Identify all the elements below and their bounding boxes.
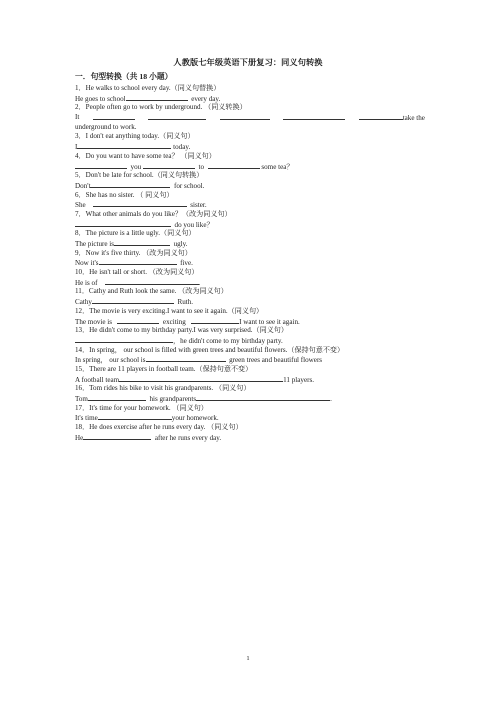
answer-text: every day. <box>191 94 221 103</box>
answer-line-2 <box>75 113 425 123</box>
answer-text: The movie is <box>75 317 113 326</box>
answer-blank[interactable] <box>196 394 330 401</box>
answer-blank[interactable] <box>75 336 173 343</box>
question-8: 8．The picture is a little ugly.（同义句） <box>75 229 196 238</box>
answer-line-15 <box>75 375 425 385</box>
answer-text: sister. <box>190 201 207 210</box>
answer-text: He goes to school <box>75 94 126 103</box>
answer-blank[interactable] <box>105 278 199 285</box>
question-2: 2．People often go to work by underground. （同义转换） <box>75 103 247 112</box>
question-11: 11．Cathy and Ruth look the same. （改为同义句） <box>75 287 228 296</box>
answer-text: The picture is <box>75 240 115 248</box>
answer-blank[interactable] <box>93 200 187 207</box>
answer-text: to <box>198 162 205 171</box>
answer-text: ，he didn't come to my birthday party. <box>173 336 283 345</box>
answer-line-7 <box>75 220 425 230</box>
answer-blank[interactable] <box>114 239 170 246</box>
answer-blank[interactable] <box>126 94 188 101</box>
answer-blank[interactable] <box>191 317 239 324</box>
question-9: 9．Now it's five thirty. （改为同义句） <box>75 248 192 257</box>
answer-text: In spring， our school is <box>75 356 146 365</box>
answer-blank[interactable] <box>92 297 174 304</box>
question-1: 1．He walks to school every day.（同义句替换） <box>75 84 221 92</box>
answer-text: I <box>75 143 78 152</box>
question-7: 7．What other animals do you like？（改为同义句） <box>75 209 232 218</box>
question-4: 4．Do you want to have some tea？ （同义句） <box>75 151 216 160</box>
answer-line-1 <box>75 94 425 104</box>
answer-text: after he runs every day. <box>154 433 222 442</box>
answer-line-16 <box>75 394 425 404</box>
answer-line-8 <box>75 239 425 249</box>
answer-blank[interactable] <box>143 162 195 169</box>
question-3: 3．I don't eat anything today.（同义句） <box>75 132 195 141</box>
answer-blank[interactable] <box>148 113 206 120</box>
answer-text: Cathy <box>75 298 92 307</box>
answer-text: He <box>75 433 84 442</box>
answer-text: your homework. <box>171 414 219 423</box>
answer-blank[interactable] <box>75 162 127 169</box>
question-10: 10．He isn't tall or short. （改为同义句） <box>75 268 199 277</box>
answer-blank[interactable] <box>88 394 146 401</box>
answer-line-18 <box>75 433 425 443</box>
question-13: 13．He didn't come to my birthday party.I was very surprised.（同义句） <box>75 326 288 335</box>
answer-blank[interactable] <box>283 113 345 120</box>
answer-text: some tea？ <box>261 162 294 171</box>
answer-blank[interactable] <box>359 113 403 120</box>
answer-blank[interactable] <box>117 317 159 324</box>
question-14: 14．In spring， our school is filled with green trees and beautiful flowers.（保持句意不变） <box>75 345 345 354</box>
answer-text: exciting <box>162 317 186 326</box>
question-12: 12．The movie is very exciting.I want to see it again.（同义句） <box>75 306 264 315</box>
answer-blank[interactable] <box>119 375 283 382</box>
answer-text: five. <box>180 259 193 268</box>
question-6: 6．She has no sister. （ 同义句） <box>75 190 174 199</box>
answer-text: Don't <box>75 181 91 190</box>
answer-line-13 <box>75 336 425 346</box>
answer-blank[interactable] <box>99 258 177 265</box>
answer-text: 11 players. <box>283 375 315 384</box>
answer-line-17 <box>75 413 425 423</box>
answer-text: I want to see it again. <box>239 317 300 326</box>
answer-line-11 <box>75 297 425 307</box>
answer-text: He is of <box>75 278 98 287</box>
question-list <box>75 84 425 442</box>
answer-text: Now it's <box>75 259 99 268</box>
answer-line-9 <box>75 258 425 268</box>
question-17: 17．It's time for your homework. （同义句） <box>75 403 208 412</box>
answer-text: today. <box>173 143 191 152</box>
answer-line-12 <box>75 317 425 327</box>
answer-text: . <box>198 278 201 287</box>
answer-blank[interactable] <box>93 113 135 120</box>
answer-line-10 <box>75 278 425 288</box>
page-number: 1 <box>246 655 250 662</box>
answer-text: She <box>75 201 86 210</box>
answer-text: green trees and beautiful flowers <box>229 356 323 365</box>
answer-text: ugly. <box>173 240 188 248</box>
page-title: 人教版七年级英语下册复习：同义句转换 <box>173 58 323 67</box>
answer-blank[interactable] <box>90 181 170 188</box>
answer-text: Ruth. <box>177 298 194 307</box>
question-16: 16．Tom rides his bike to visit his grandparents. （同义句） <box>75 384 251 393</box>
answer-line-2-cont: underground to work. <box>75 122 137 131</box>
answer-blank[interactable] <box>208 162 260 169</box>
answer-blank[interactable] <box>75 220 171 227</box>
answer-text: his grandparents <box>149 395 197 403</box>
answer-line-3 <box>75 142 425 152</box>
answer-line-14 <box>75 355 425 365</box>
answer-text: Tom <box>75 395 88 403</box>
question-15: 15．There are 11 players in football team.（保持句意不变） <box>75 364 253 373</box>
answer-line-4 <box>75 162 425 172</box>
answer-blank[interactable] <box>146 355 226 362</box>
answer-blank[interactable] <box>220 113 270 120</box>
answer-text: . <box>330 395 332 403</box>
answer-blank[interactable] <box>75 142 171 152</box>
answer-text: It's time <box>75 414 98 423</box>
answer-text: you <box>130 162 142 171</box>
answer-blank[interactable] <box>83 433 151 440</box>
answer-text: do you like？ <box>174 220 214 229</box>
answer-blank[interactable] <box>98 413 172 420</box>
answer-text: A football team <box>75 375 120 384</box>
answer-text: for school. <box>174 181 205 190</box>
section-heading: 一．句型转换（共 18 小题） <box>75 72 173 81</box>
question-18: 18．He does exercise after he runs every day. （同义句） <box>75 423 243 432</box>
answer-text: It <box>75 113 80 122</box>
answer-line-6 <box>75 200 425 210</box>
answer-text: take the <box>402 114 425 123</box>
question-5: 5．Don't be late for school.（同义句转换） <box>75 171 204 180</box>
answer-line-5 <box>75 181 425 191</box>
